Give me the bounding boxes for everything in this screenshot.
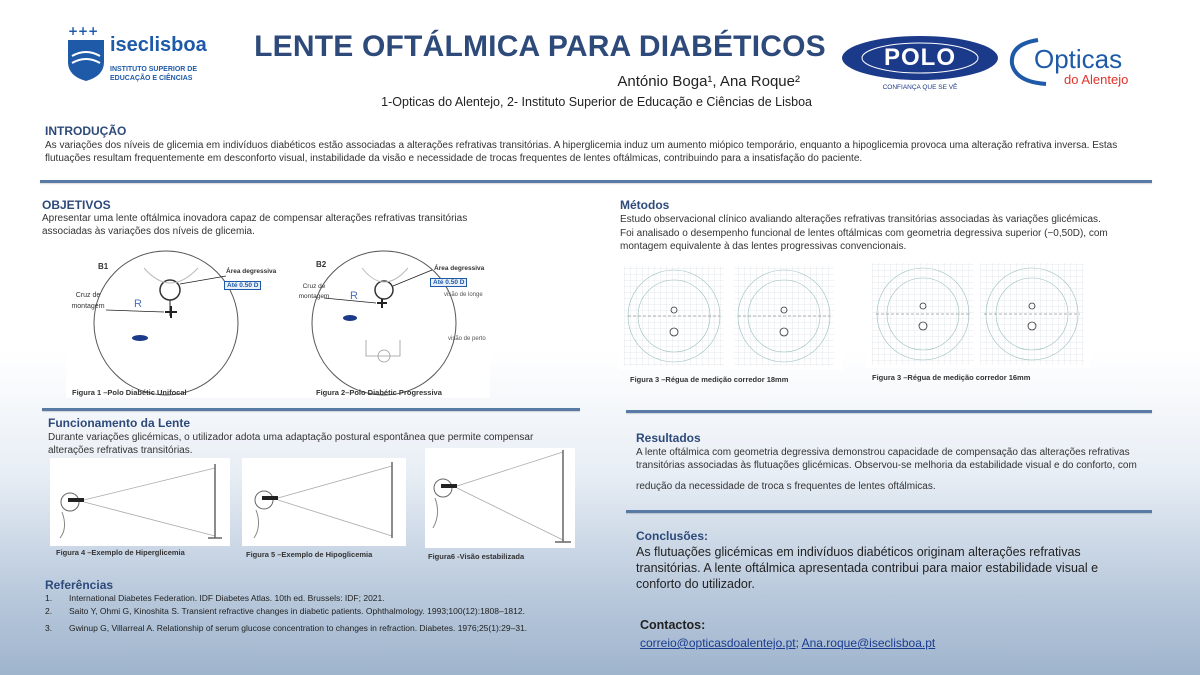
- figure-1-lens: [66, 248, 298, 398]
- poster-title: LENTE OFTÁLMICA PARA DIABÉTICOS: [254, 30, 826, 63]
- fig2-area-label: Área degressiva: [434, 265, 485, 272]
- figure-2-lens: [296, 248, 490, 398]
- ref-num: 1.: [45, 593, 53, 603]
- email-link-opticas[interactable]: correio@opticasdoalentejo.pt: [640, 636, 796, 650]
- objetivos-text: Apresentar uma lente oftálmica inovadora capaz de compensar alterações refrativas transitórias associadas às variações dos níveis de glicemia.: [42, 213, 468, 237]
- figure-5-caption: Figura 5 –Exemplo de Hipoglicemia: [246, 550, 373, 559]
- polo-name: POLO: [883, 44, 956, 71]
- isec-sub2: EDUCAÇÃO E CIÊNCIAS: [110, 75, 193, 82]
- fig2-power-label: Até 0.50 D: [430, 278, 467, 287]
- email-separator: ;: [795, 636, 799, 650]
- poster-authors: António Boga¹, Ana Roque²: [617, 73, 800, 90]
- figure-2-caption: Figura 2–Polo Diabétic Progressiva: [316, 388, 442, 397]
- metodos-line2: Foi analisado o desempenho funcional de lentes oftálmicas com geometria degressiva superior (−0,50D), com montagem equivalente à das lentes progressivas convencionais.: [620, 228, 1108, 252]
- fig1-cross-label: Cruz de montagem: [71, 292, 105, 310]
- referencias-title: Referências: [45, 578, 114, 592]
- isec-sub1: INSTITUTO SUPERIOR DE: [110, 66, 197, 73]
- ref-num: 3.: [45, 623, 53, 633]
- opticas-sub: do Alentejo: [1064, 72, 1129, 87]
- divider-right-low: [626, 510, 1152, 513]
- posture-stable-icon: [425, 448, 575, 548]
- funcionamento-title: Funcionamento da Lente: [48, 416, 191, 430]
- figure-3a-ruler-18mm: [618, 262, 843, 370]
- funcionamento-text: Durante variações glicémicas, o utilizador adota uma adaptação postural espontânea que permite compensar alterações refrativas transitórias.: [48, 432, 534, 456]
- fig1-tag: B1: [98, 262, 109, 271]
- figure-4-hyperglycemia: [50, 458, 230, 546]
- metodos-title: Métodos: [620, 198, 670, 212]
- divider-left-mid: [42, 408, 580, 411]
- fig2-near-label: visão de perto: [448, 336, 486, 342]
- resultados-title: Resultados: [636, 431, 701, 445]
- intro-text: As variações dos níveis de glicemia em indivíduos diabéticos estão associadas a alterações refrativas transitórias. A hiperglicemia induz um aumento miópico temporário, enquanto a hipoglicemia provoca uma alteração refrativa inversa. Estas flutuações resultam frequentemente em desconforto visual, instabilidade da visão e necessidade de trocas frequentes de lentes oftálmicas, contribuindo para a insatisfação do paciente.: [45, 140, 1118, 164]
- figure-5-hypoglycemia: [242, 458, 406, 546]
- fig1-area-label: Área degressiva: [226, 268, 277, 275]
- polo-logo: [838, 18, 1002, 100]
- isec-name: iseclisboa: [110, 34, 207, 56]
- fig2-letter: R: [350, 290, 358, 302]
- figure-1-caption: Figura 1 –Polo Diabétic Unifocal: [72, 388, 187, 397]
- fig2-tag: B2: [316, 260, 327, 269]
- conclusoes-title: Conclusões:: [636, 529, 709, 543]
- opticas-logo: [1006, 30, 1146, 96]
- isec-logo: [66, 26, 216, 86]
- ref-num: 2.: [45, 606, 53, 616]
- measuring-ruler-16mm-icon: [866, 258, 1090, 368]
- fig2-cross-label: Cruz de montagem: [298, 283, 330, 300]
- ref-text: Gwinup G, Villarreal A. Relationship of serum glucose concentration to changes in refraction. Diabetes. 1976;25(1):29–31.: [69, 623, 528, 633]
- figure-6-caption: Figura6 -Visão estabilizada: [428, 552, 525, 561]
- ref-text: International Diabetes Federation. IDF Diabetes Atlas. 10th ed. Brussels: IDF; 2021.: [69, 593, 385, 603]
- ref-text: Saito Y, Ohmi G, Kinoshita S. Transient refractive changes in diabetic patients. Ophthalmology. 1993;100(12):1808–1812.: [69, 606, 525, 616]
- contactos-emails: [640, 636, 935, 650]
- list-item: [45, 606, 605, 623]
- resultados-text1: A lente oftálmica com geometria degressiva demonstrou capacidade de compensação das alterações refrativas transitórias associadas às flutuações glicémicas. Observou-se melhoria da estabilidade visual e do conforto, com: [636, 447, 1137, 471]
- figure-4-caption: Figura 4 –Exemplo de Hiperglicemia: [56, 548, 185, 557]
- fig1-letter: R: [134, 298, 142, 310]
- figure-3b-caption: Figura 3 –Régua de medição corredor 16mm: [872, 373, 1031, 382]
- divider-top: [40, 180, 1152, 183]
- posture-head-up-icon: [50, 458, 230, 546]
- list-item: [45, 623, 605, 636]
- fig1-power-label: Até 0.50 D: [224, 281, 261, 290]
- svg-text:+++: +++: [68, 26, 99, 38]
- intro-title: INTRODUÇÃO: [45, 124, 127, 138]
- posture-head-down-icon: [242, 458, 406, 546]
- figure-3b-ruler-16mm: [866, 258, 1090, 368]
- polo-tagline: CONFIANÇA QUE SE VÊ: [882, 84, 958, 91]
- conclusoes-text: As flutuações glicémicas em indivíduos diabéticos originam alterações refrativas transitórias. A lente oftálmica apresentada contribui para maior estabilidade visual e conforto do utilizador.: [636, 545, 1099, 591]
- opticas-name: Opticas: [1034, 44, 1123, 74]
- email-link-isec[interactable]: Ana.roque@iseclisboa.pt: [801, 636, 936, 650]
- contactos-title: Contactos:: [640, 618, 706, 632]
- objetivos-title: OBJETIVOS: [42, 198, 111, 212]
- figure-6-stabilized: [425, 448, 575, 548]
- isec-shield-icon: [66, 26, 106, 82]
- referencias-list: [45, 593, 605, 636]
- metodos-line1: Estudo observacional clínico avaliando alterações refrativas transitórias associadas às variações glicémicas.: [620, 214, 1101, 225]
- list-item: [45, 593, 605, 606]
- resultados-text2: redução da necessidade de troca s frequentes de lentes oftálmicas.: [636, 481, 936, 492]
- figure-3a-caption: Figura 3 –Régua de medição corredor 18mm: [630, 375, 789, 384]
- divider-right-mid: [626, 410, 1152, 413]
- measuring-ruler-18mm-icon: [618, 262, 843, 370]
- poster-affiliations: 1-Opticas do Alentejo, 2- Instituto Superior de Educação e Ciências de Lisboa: [381, 95, 812, 109]
- fig2-far-label: visão de longe: [444, 292, 483, 298]
